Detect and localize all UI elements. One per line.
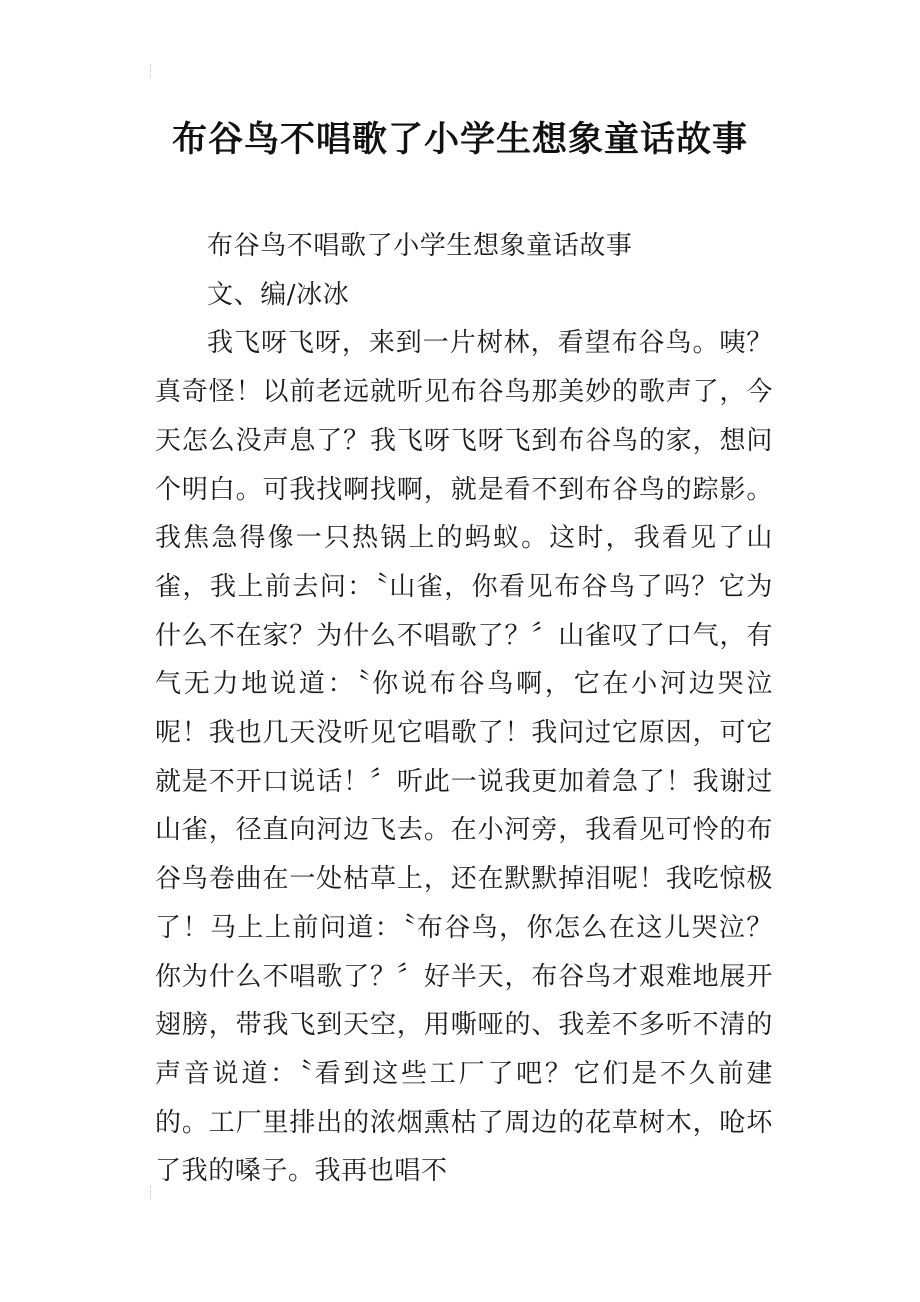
article-subtitle: 布谷鸟不唱歌了小学生想象童话故事 — [207, 231, 633, 261]
corner-mark — [150, 64, 157, 78]
article-byline: 文、编/冰冰 — [207, 279, 350, 310]
corner-mark — [150, 1186, 157, 1200]
page-title: 布谷鸟不唱歌了小学生想象童话故事 — [171, 120, 748, 160]
article-paragraph: 我飞呀飞呀，来到一片树林，看望布谷鸟。咦？真奇怪！以前老远就听见布谷鸟那美妙的歌声了，今天怎么没声息了？我飞呀飞呀飞到布谷鸟的家，想问个明白。可我找啊找啊，就是看不到布谷鸟的踪影。我焦急得像一只热锅上的蚂蚁。这时，我看见了山雀，我上前去问：〝山雀，你看见布谷鸟了吗？它为什么不在家？为什么不唱歌了？〞山雀叹了口气，有气无力地说道：〝你说布谷鸟啊，它在小河边哭泣呢！我也几天没听见它唱歌了！我问过它原因，可它就是不开口说话！〞听此一说我更加着急了！我谢过山雀，径直向河边飞去。在小河旁，我看见可怜的布谷鸟卷曲在一处枯草上，还在默默掉泪呢！我吃惊极了！马上上前问道：〝布谷鸟，你怎么在这儿哭泣？你为什么不唱歌了？〞好半天，布谷鸟才艰难地展开翅膀，带我飞到天空，用嘶哑的、我差不多听不清的声音说道：〝看到这些工厂了吧？它们是不久前建的。工厂里排出的浓烟熏枯了周边的花草树木，呛坏了我的嗓子。我再也唱不 — [155, 328, 773, 1187]
article-body — [155, 222, 773, 1196]
